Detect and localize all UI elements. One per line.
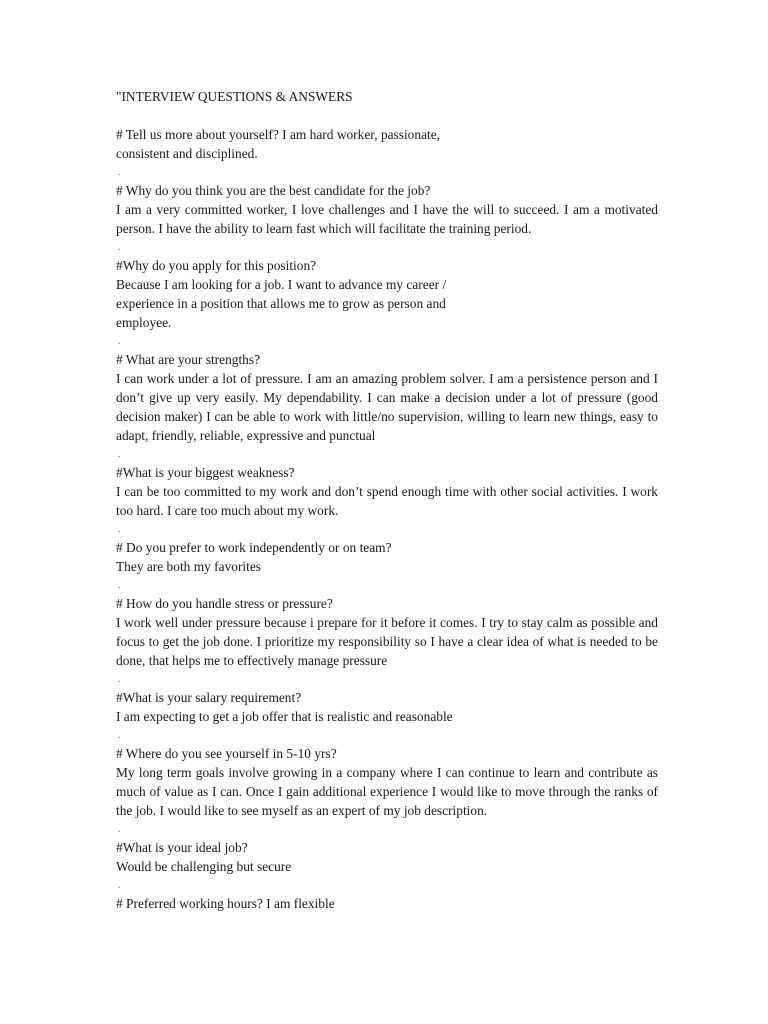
text-line: much of value as I can. Once I gain additional experience I would like to move through the ranks of (116, 784, 658, 799)
text-line: # Where do you see yourself in 5-10 yrs? (116, 746, 337, 761)
text-line: They are both my favorites (116, 559, 262, 574)
text-line: person. I have the ability to learn fast which will facilitate the training period. (116, 221, 532, 236)
separator-dot: . (118, 524, 121, 534)
text-line: #What is your biggest weakness? (116, 465, 295, 480)
text-line: # Preferred working hours? I am flexible (116, 896, 335, 911)
text-line: My long term goals involve growing in a company where I can continue to learn and contribute as (116, 765, 658, 780)
text-line: # How do you handle stress or pressure? (116, 596, 333, 611)
separator-dot: . (118, 449, 121, 459)
text-line: the job. I would like to see myself as an expert of my job description. (116, 803, 488, 818)
separator-dot: . (118, 674, 121, 684)
text-line: I can be too committed to my work and don’t spend enough time with other social activities. I work (116, 484, 658, 499)
text-line: I can work under a lot of pressure. I am an amazing problem solver. I am a persistence person and I (116, 371, 658, 386)
separator-dot: . (118, 242, 121, 252)
document-page (116, 87, 658, 913)
text-line: #Why do you apply for this position? (116, 258, 317, 273)
document-body (116, 125, 658, 913)
text-line: focus to get the job done. I prioritize my responsibility so I have a clear idea of what is needed to be (116, 634, 658, 649)
separator-dot: . (118, 730, 121, 740)
text-line: # Why do you think you are the best candidate for the job? (116, 183, 431, 198)
text-line: Because I am looking for a job. I want to advance my career / (116, 277, 447, 292)
text-line: adapt, friendly, reliable, expressive and punctual (116, 428, 376, 443)
separator-dot: . (118, 336, 121, 346)
text-line: # What are your strengths? (116, 352, 261, 367)
separator-dot: . (118, 580, 121, 590)
text-line: #What is your ideal job? (116, 840, 248, 855)
text-line: experience in a position that allows me to grow as person and (116, 296, 446, 311)
separator-dot: . (118, 880, 121, 890)
text-line: too hard. I care too much about my work. (116, 503, 339, 518)
text-line: don’t give up very easily. My dependability. I can make a decision under a lot of pressure (good (116, 390, 658, 405)
text-line: I work well under pressure because i prepare for it before it comes. I try to stay calm as possible and (116, 615, 658, 630)
text-line: #What is your salary requirement? (116, 690, 302, 705)
text-line: Would be challenging but secure (116, 859, 292, 874)
text-line: employee. (116, 315, 172, 330)
separator-dot: . (118, 824, 121, 834)
text-line: # Tell us more about yourself? I am hard worker, passionate, (116, 127, 441, 142)
document-title: "INTERVIEW QUESTIONS & ANSWERS (116, 89, 353, 104)
text-line: I am expecting to get a job offer that is realistic and reasonable (116, 709, 453, 724)
text-line: consistent and disciplined. (116, 146, 258, 161)
text-line: decision maker) I can be able to work with little/no supervision, willing to learn new things, easy to (116, 409, 658, 424)
text-line: # Do you prefer to work independently or on team? (116, 540, 392, 555)
separator-dot: . (118, 167, 121, 177)
text-line: done, that helps me to effectively manage pressure (116, 653, 388, 668)
text-line: I am a very committed worker, I love challenges and I have the will to succeed. I am a motivated (116, 202, 658, 217)
